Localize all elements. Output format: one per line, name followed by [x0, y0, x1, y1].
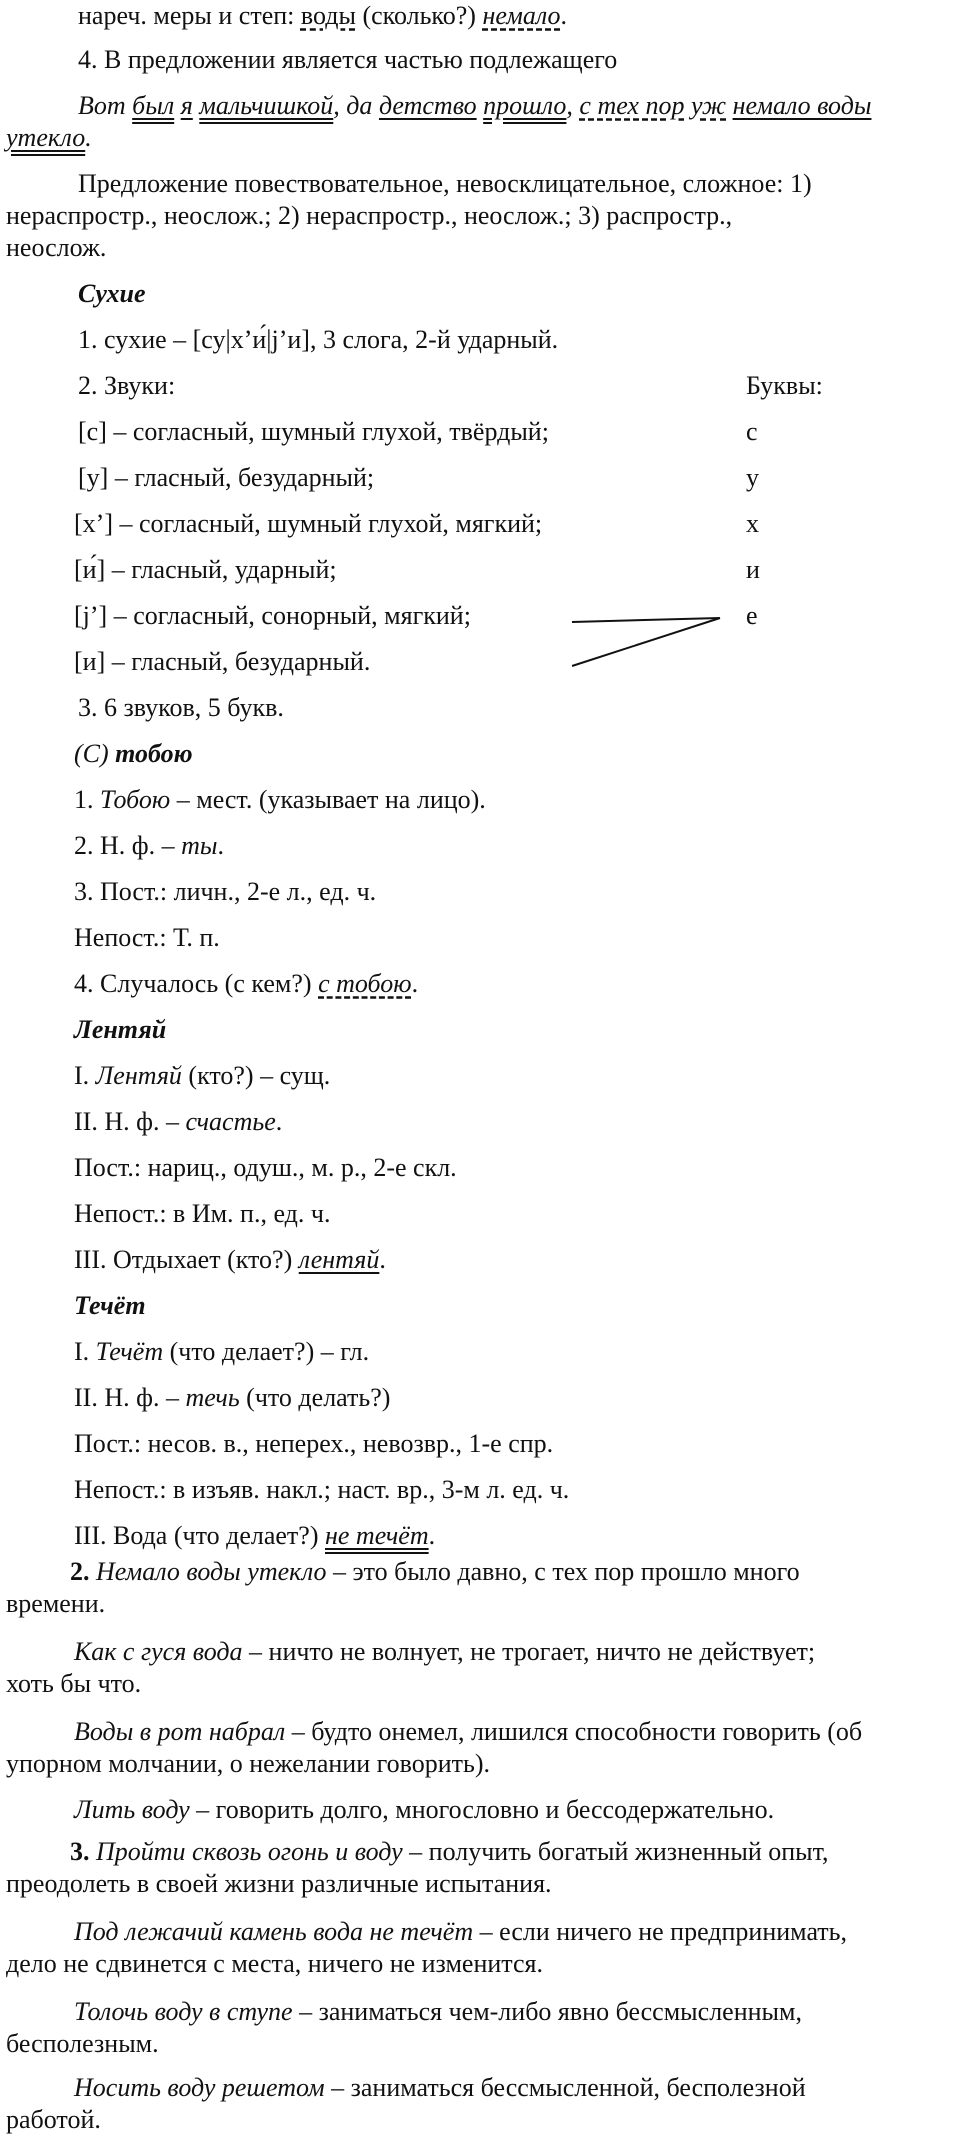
- link-line: [572, 618, 720, 622]
- letter-item: с: [746, 417, 758, 446]
- letter-item: у: [746, 463, 759, 492]
- text-line: нераспростр., неослож.; 2) нераспростр., неослож.; 3) распростр.,: [6, 201, 733, 230]
- text-line: нареч. меры и степ: воды (сколько?) немало.: [78, 1, 567, 30]
- predicate: прошло: [483, 91, 567, 120]
- sound-item: [и́] – гласный, ударный;: [74, 555, 337, 584]
- sound-item: [с] – согласный, шумный глухой, твёрдый;: [78, 417, 549, 446]
- underlined-word: не течёт: [324, 1521, 429, 1550]
- section-heading: Течёт: [74, 1291, 146, 1320]
- subject: детство: [378, 91, 477, 120]
- text-line: 3. 6 звуков, 5 букв.: [78, 693, 284, 722]
- predicate: был: [132, 91, 175, 120]
- text-line: Непост.: Т. п.: [74, 923, 220, 952]
- link-line: [572, 618, 720, 666]
- sound-item: [и] – гласный, безударный.: [74, 647, 371, 676]
- text-line: I. Течёт (что делает?) – гл.: [74, 1337, 370, 1366]
- adverbial: с тех пор: [579, 91, 685, 120]
- text-line: Непост.: в Им. п., ед. ч.: [74, 1199, 331, 1228]
- text-line: 3. Пост.: личн., 2-е л., ед. ч.: [74, 877, 377, 906]
- analyzed-sentence-cont: утекло.: [6, 123, 92, 152]
- letter-item: х: [746, 509, 759, 538]
- subject: я: [180, 91, 193, 120]
- idiom-line: Воды в рот набрал – будто онемел, лишился способности говорить (об: [74, 1717, 863, 1746]
- section-heading: Лентяй: [74, 1015, 167, 1044]
- letter-item: и: [746, 555, 760, 584]
- sound-item: [х’] – согласный, шумный глухой, мягкий;: [74, 509, 543, 538]
- text-line: II. Н. ф. – счастье.: [74, 1107, 283, 1136]
- letter-item: е: [746, 601, 758, 630]
- idiom-line: Лить воду – говорить долго, многословно и бессодержательно.: [74, 1795, 775, 1824]
- section-heading: (С) тобою: [74, 739, 193, 768]
- idiom-line: упорном молчании, о нежелании говорить).: [6, 1749, 491, 1778]
- text-line: 1. сухие – [су|х’и́|j’и], 3 слога, 2-й ударный.: [78, 325, 559, 354]
- idiom-line: 3. Пройти сквозь огонь и воду – получить богатый жизненный опыт,: [70, 1837, 829, 1866]
- idiom-line: времени.: [6, 1589, 106, 1618]
- idiom-line: работой.: [6, 2105, 101, 2134]
- underlined-word: с тобою: [318, 969, 412, 998]
- idiom-line: Носить воду решетом – заниматься бессмысленной, бесполезной: [74, 2073, 806, 2102]
- text-line: III. Вода (что делает?) не течёт.: [74, 1521, 436, 1550]
- idiom-line: бесполезным.: [6, 2029, 159, 2058]
- idiom-line: дело не сдвинется с места, ничего не изменится.: [6, 1949, 543, 1978]
- sound-item: [у] – гласный, безударный;: [78, 463, 375, 492]
- idiom-line: Толочь воду в ступе – заниматься чем-либо явно бессмысленным,: [74, 1997, 802, 2026]
- predicate: мальчишкой: [199, 91, 334, 120]
- idiom-line: хоть бы что.: [6, 1669, 142, 1698]
- sound-item: [j’] – согласный, сонорный, мягкий;: [74, 601, 471, 630]
- text-line: I. Лентяй (кто?) – сущ.: [74, 1061, 331, 1090]
- underlined-word: лентяй: [298, 1245, 380, 1274]
- text-line: Пост.: несов. в., неперех., невозвр., 1-е спр.: [74, 1429, 554, 1458]
- text-line: неослож.: [6, 233, 107, 262]
- text-line: 4. Случалось (с кем?) с тобою.: [74, 969, 419, 998]
- letters-header: Буквы:: [746, 371, 823, 400]
- text-line: 1. Тобою – мест. (указывает на лицо).: [74, 785, 486, 814]
- underlined-word: воды: [300, 1, 356, 30]
- text-line: Непост.: в изъяв. накл.; наст. вр., 3-м л. ед. ч.: [74, 1475, 570, 1504]
- predicate: утекло: [6, 123, 86, 152]
- text-line: III. Отдыхает (кто?) лентяй.: [74, 1245, 386, 1274]
- text-line: 4. В предложении является частью подлежащего: [78, 45, 618, 74]
- idiom-line: 2. Немало воды утекло – это было давно, с тех пор прошло много: [70, 1557, 800, 1586]
- analyzed-sentence: Вот был я мальчишкой, да детство прошло, с тех пор уж немало воды: [78, 91, 872, 120]
- text-line: Пост.: нариц., одуш., м. р., 2-е скл.: [74, 1153, 457, 1182]
- idiom-line: Как с гуся вода – ничто не волнует, не трогает, ничто не действует;: [74, 1637, 816, 1666]
- underlined-word: немало: [482, 1, 561, 30]
- text-line: Предложение повествовательное, невосклицательное, сложное: 1): [78, 169, 812, 198]
- adverbial: уж: [690, 91, 727, 120]
- text-line: 2. Звуки:: [78, 371, 176, 400]
- text-line: 2. Н. ф. – ты.: [74, 831, 225, 860]
- idiom-line: Под лежачий камень вода не течёт – если ничего не предпринимать,: [74, 1917, 848, 1946]
- section-heading: Сухие: [78, 279, 146, 308]
- text-line: II. Н. ф. – течь (что делать?): [74, 1383, 391, 1412]
- subject: немало воды: [732, 91, 872, 120]
- idiom-line: преодолеть в своей жизни различные испытания.: [6, 1869, 552, 1898]
